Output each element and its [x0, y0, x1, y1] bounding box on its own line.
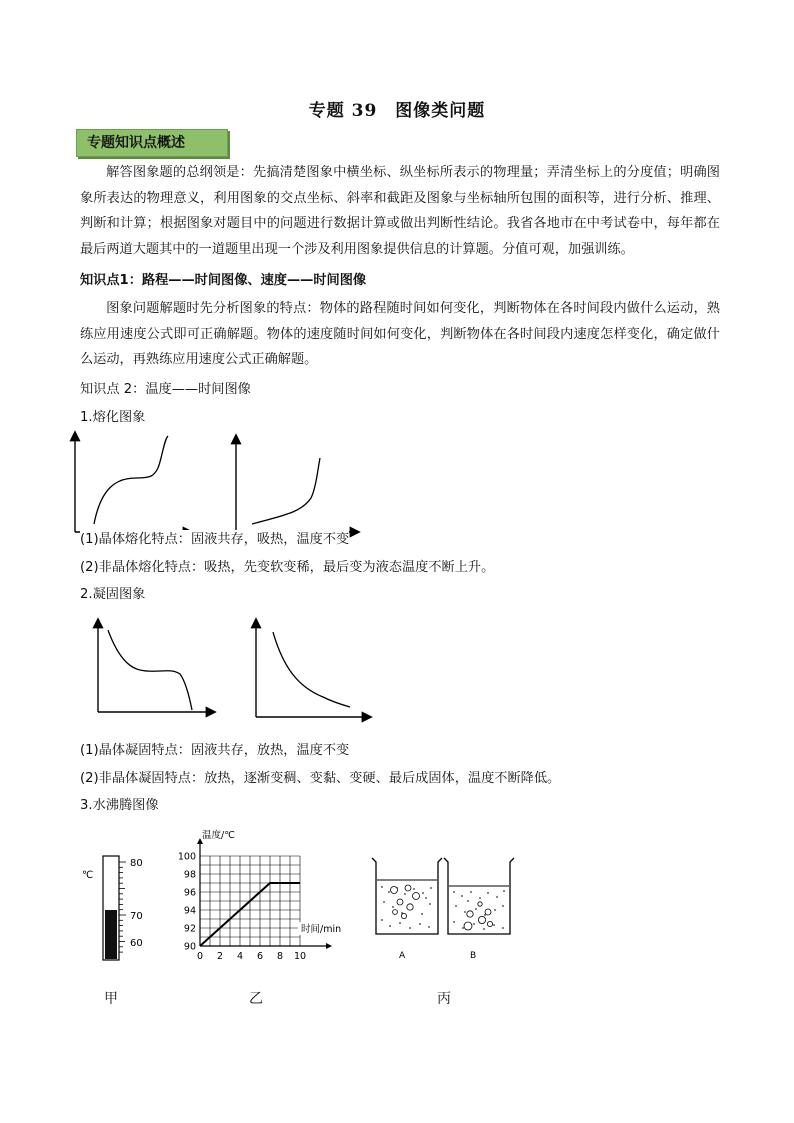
solid-amorphous-graph — [256, 620, 370, 717]
x-tick-label: 0 — [196, 951, 204, 962]
solid-crystal-graph — [98, 620, 214, 712]
x-axis-arrow — [326, 943, 332, 949]
boiling-chart — [170, 826, 360, 968]
kp2-title: 知识点 2：温度——时间图像 — [80, 382, 251, 397]
beaker-b-label: B — [470, 951, 477, 961]
thermometer-tick-80: 80 — [130, 858, 143, 869]
x-tick-label: 6 — [256, 951, 264, 962]
y-tick-label: 96 — [183, 887, 196, 899]
thermometer-liquid — [105, 910, 117, 959]
melt-point-2: (2)非晶体熔化特点：吸热，先变软变稀，最后变为液态温度不断上升。 — [80, 560, 495, 575]
y-tick-label: 90 — [183, 941, 196, 953]
melt-amorphous-graph — [236, 436, 358, 532]
solidification-graphs — [88, 612, 378, 724]
intro-paragraph — [80, 160, 720, 262]
y-axis-label: 温度/℃ — [202, 830, 235, 841]
thermometer-tick-70: 70 — [130, 911, 143, 922]
melt-heading: 1.熔化图象 — [80, 410, 146, 425]
y-tick-label: 98 — [183, 869, 196, 881]
x-tick-label: 10 — [293, 951, 307, 962]
thermometer-unit: ℃ — [82, 870, 94, 881]
solid-point-2: (2)非晶体凝固特点：放热，逐渐变稠、变黏、变硬、最后成固体，温度不断降低。 — [80, 771, 561, 786]
beakers-figure — [364, 852, 524, 962]
beaker-a-label: A — [399, 951, 406, 961]
kp1-title: 知识点1：路程——时间图像、速度——时间图像 — [80, 273, 367, 288]
beaker-a — [372, 858, 442, 961]
intro-text: 解答图象题的总纲领是：先搞清楚图象中横坐标、纵坐标所表示的物理量；弄清坐标上的分度值；明确图象所表达的物理意义，利用图象的交点坐标、斜率和截距及图象与坐标轴所包围的面积等，进行分析、推理、判断和计算；根据图象对题目中的问题进行数据计算或做出判断性结论。我省各地市在中考试卷中，每年都在最后两道大题其中的一道题里出现一个涉及利用图象提供信息的计算题。分值可观，加强训练。 — [80, 165, 720, 257]
melt-crystal-curve — [94, 436, 168, 524]
page-title: 专题 39 图像类问题 — [308, 101, 486, 121]
thermometer-figure — [76, 850, 156, 965]
x-tick-label: 4 — [236, 951, 244, 962]
figure-label-bing: 丙 — [437, 991, 451, 1007]
y-tick-label: 92 — [183, 923, 196, 935]
melt-point-1: (1)晶体熔化特点：固液共存，吸热，温度不变 — [80, 530, 349, 550]
thermometer-tick-60: 60 — [130, 938, 143, 949]
melt-crystal-graph — [75, 433, 191, 532]
section-banner: 专题知识点概述 — [76, 129, 228, 157]
x-tick-label: 8 — [276, 951, 284, 962]
solid-point-1: (1)晶体凝固特点：固液共存，放热，温度不变 — [80, 743, 350, 758]
figure-label-jia: 甲 — [104, 991, 118, 1007]
figure-label-yi: 乙 — [249, 991, 263, 1007]
beaker-b — [444, 858, 514, 961]
melting-graphs — [66, 428, 366, 538]
solid-amorphous-curve — [273, 632, 350, 707]
y-tick-label: 94 — [183, 905, 196, 917]
kp1-text: 图象问题解题时先分析图象的特点：物体的路程随时间如何变化，判断物体在各时间段内做什么运动，熟练应用速度公式即可正确解题。物体的速度随时间如何变化，判断物体在各时间段内速度怎样变化，确定做什么运动，再熟练应用速度公式正确解题。 — [80, 301, 720, 367]
kp1-paragraph — [80, 296, 720, 373]
solid-crystal-curve — [108, 630, 192, 710]
melt-amorphous-curve — [252, 458, 320, 524]
x-tick-label: 2 — [216, 951, 224, 962]
y-tick-label: 100 — [177, 851, 196, 863]
solid-heading: 2.凝固图象 — [80, 587, 146, 602]
x-axis-label: 时间/min — [301, 924, 342, 935]
boil-heading: 3.水沸腾图像 — [80, 798, 159, 813]
